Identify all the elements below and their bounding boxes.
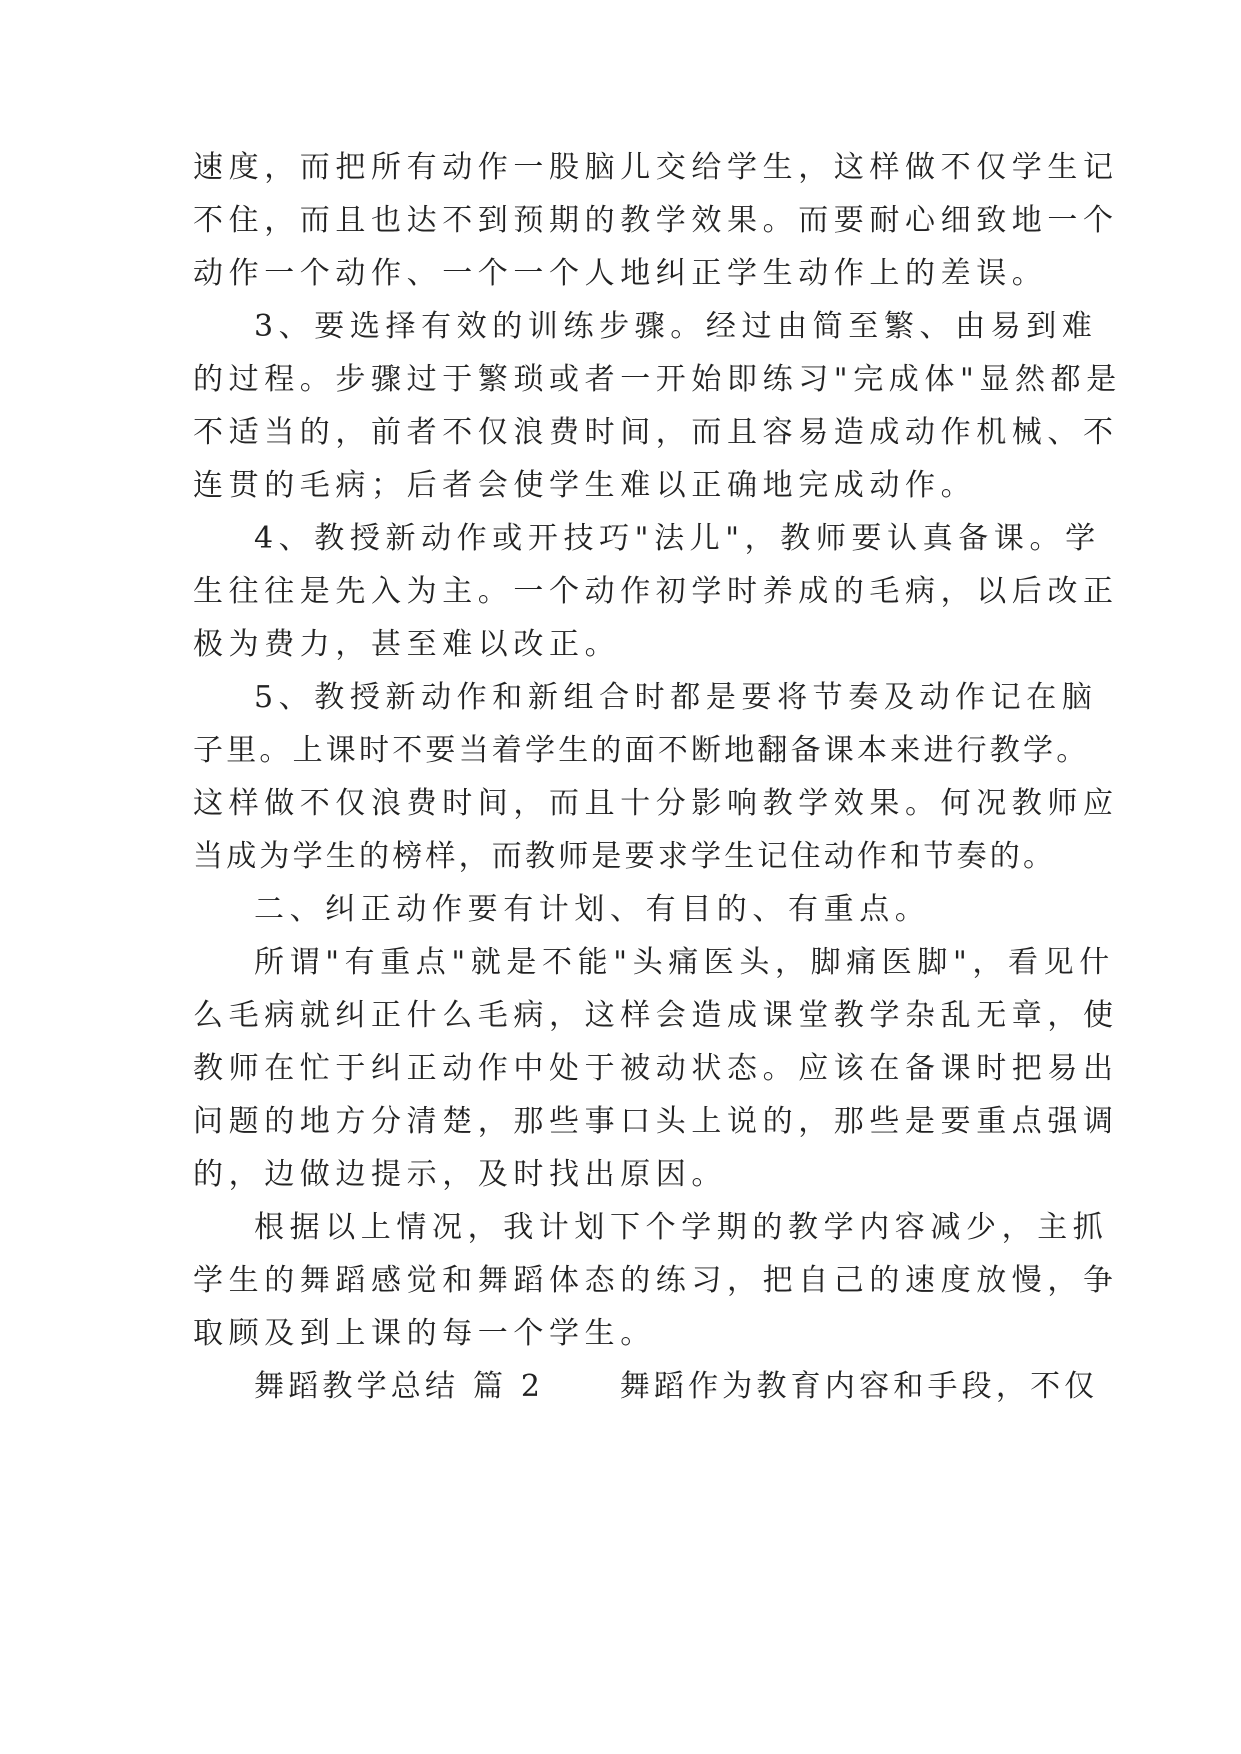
text-line: 学生的舞蹈感觉和舞蹈体态的练习，把自己的速度放慢，争 xyxy=(193,1263,1119,1298)
closing-line xyxy=(254,1367,1134,1407)
paragraph-start-line: 根据以上情况，我计划下个学期的教学内容减少，主抓 xyxy=(254,1210,1109,1245)
closing-heading: 舞蹈教学总结 xyxy=(254,1369,460,1404)
text-line: 当成为学生的榜样，而教师是要求学生记住动作和节奏的。 xyxy=(193,839,1057,874)
text-line: 这样做不仅浪费时间，而且十分影响教学效果。何况教师应 xyxy=(193,786,1119,821)
text-line: 速度，而把所有动作一股脑儿交给学生，这样做不仅学生记 xyxy=(193,150,1119,185)
text-line: 不住，而且也达不到预期的教学效果。而要耐心细致地一个 xyxy=(193,203,1119,238)
text-line: 动作一个动作、一个一个人地纠正学生动作上的差误。 xyxy=(193,256,1048,291)
paragraph-start-line: 所谓"有重点"就是不能"头痛医头，脚痛医脚"，看见什 xyxy=(254,945,1115,980)
text-line: 问题的地方分清楚，那些事口头上说的，那些是要重点强调 xyxy=(193,1104,1119,1139)
text-line: 么毛病就纠正什么毛病，这样会造成课堂教学杂乱无章，使 xyxy=(193,998,1119,1033)
text-line: 的过程。步骤过于繁琐或者一开始即练习"完成体"显然都是 xyxy=(193,362,1122,397)
text-line: 不适当的，前者不仅浪费时间，而且容易造成动作机械、不 xyxy=(193,415,1119,450)
text-line: 取顾及到上课的每一个学生。 xyxy=(193,1316,656,1351)
text-line: 教师在忙于纠正动作中处于被动状态。应该在备课时把易出 xyxy=(193,1051,1119,1086)
paragraph-start-line: 4、教授新动作或开技巧"法儿"，教师要认真备课。学 xyxy=(254,521,1101,556)
section-heading: 二、纠正动作要有计划、有目的、有重点。 xyxy=(254,892,931,927)
text-line: 极为费力，甚至难以改正。 xyxy=(193,627,621,662)
text-line: 连贯的毛病；后者会使学生难以正确地完成动作。 xyxy=(193,468,977,503)
text-line: 生往往是先入为主。一个动作初学时养成的毛病，以后改正 xyxy=(193,574,1119,609)
paragraph-start-line: 5、教授新动作和新组合时都是要将节奏及动作记在脑 xyxy=(254,680,1098,715)
paragraph-start-line: 3、要选择有效的训练步骤。经过由简至繁、由易到难 xyxy=(254,309,1098,344)
closing-part-label: 篇 2 xyxy=(472,1369,545,1404)
text-line: 的，边做边提示，及时找出原因。 xyxy=(193,1157,727,1192)
text-line: 子里。上课时不要当着学生的面不断地翻备课本来进行教学。 xyxy=(193,733,1090,768)
closing-continuation: 舞蹈作为教育内容和手段，不仅 xyxy=(619,1369,1099,1404)
